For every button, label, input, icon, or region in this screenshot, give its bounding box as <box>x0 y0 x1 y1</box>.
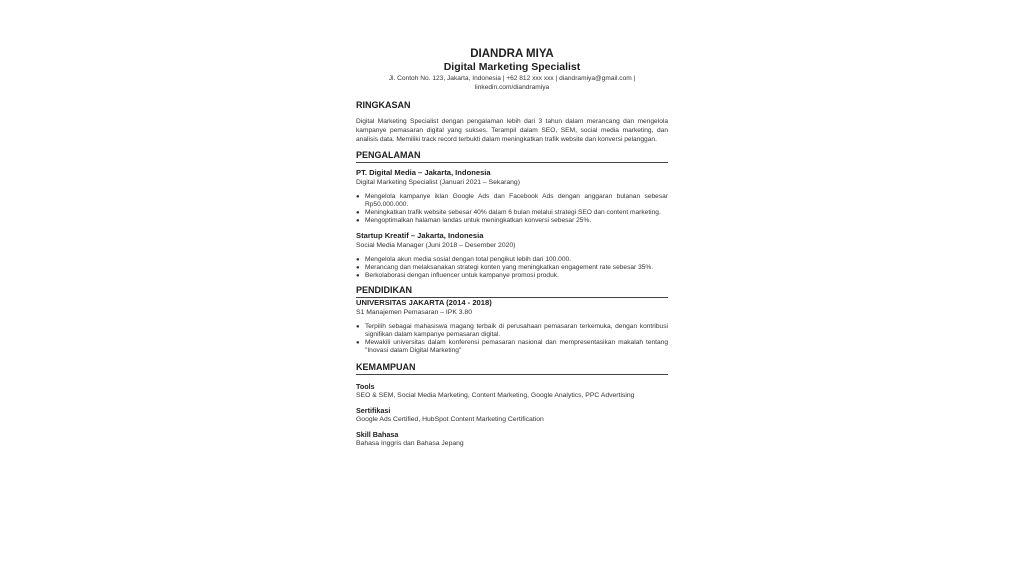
section-title-skills: KEMAMPUAN <box>356 362 668 375</box>
list-item: ● Meningkatkan trafik website sebesar 40% dalam 6 bulan melalui strategi SEO dan content marketing. <box>365 209 668 217</box>
list-item: ● Mengelola kampanye iklan Google Ads dan Facebook Ads dengan anggaran bulanan sebesar Rp50.000.000. <box>365 193 668 209</box>
resume-role: Digital Marketing Specialist <box>443 61 581 73</box>
job-position: Social Media Manager (Juni 2018 – Desember 2020) <box>356 242 516 249</box>
list-item: ● Merancang dan melaksanakan strategi konten yang meningkatkan engagement rate sebesar 35%. <box>365 264 668 272</box>
section-title-experience: PENGALAMAN <box>356 150 668 163</box>
list-item: ● Mewakili universitas dalam konferensi pemasaran nasional dan mempresentasikan makalah tentang "Inovasi dalam Digital Marketing" <box>365 339 668 355</box>
list-item: ● Berkolaborasi dengan influencer untuk kampanye promosi produk. <box>365 272 668 280</box>
job-company: PT. Digital Media – Jakarta, Indonesia <box>356 168 491 177</box>
skill-value: SEO & SEM, Social Media Marketing, Content Marketing, Google Analytics, PPC Advertising <box>356 392 635 399</box>
section-title-summary: RINGKASAN <box>356 100 411 110</box>
job-company: Startup Kreatif – Jakarta, Indonesia <box>356 231 484 240</box>
section-title-education: PENDIDIKAN <box>356 285 668 298</box>
list-item: ● Mengelola akun media sosial dengan total pengikut lebih dari 100.000. <box>365 256 668 264</box>
job-bullets <box>356 193 668 225</box>
skill-group <box>356 382 668 400</box>
education-bullets <box>356 323 668 355</box>
contact-line: Jl. Contoh No. 123, Jakarta, Indonesia | +62 812 xxx xxx | diandramiya@gmail.com | <box>388 75 636 82</box>
list-item: ● Terpilih sebagai mahasiswa magang terbaik di perusahaan pemasaran terkemuka, dengan kontribusi signifikan dalam kampanye pemasaran digital. <box>365 323 668 339</box>
skill-label: Tools <box>356 382 375 391</box>
job-position: Digital Marketing Specialist (Januari 2021 – Sekarang) <box>356 179 520 186</box>
summary-text: Digital Marketing Specialist dengan pengalaman lebih dari 3 tahun dalam merancang dan mengelola kampanye pemasaran digital yang sukses. Terampil dalam SEO, SEM, social media marketing, dan analisis data. Memiliki track record terbukti dalam meningkatkan trafik website dan konversi pelanggan. <box>356 118 668 143</box>
contact-info <box>356 74 668 92</box>
job-entry <box>356 231 668 280</box>
school-name: UNIVERSITAS JAKARTA (2014 - 2018) <box>356 298 492 307</box>
skill-group <box>356 430 668 448</box>
resume-name: DIANDRA MIYA <box>470 48 554 60</box>
skill-label: Sertifikasi <box>356 406 391 415</box>
resume-page <box>356 48 668 448</box>
skill-value: Bahasa Inggris dan Bahasa Jepang <box>356 440 464 447</box>
job-bullets <box>356 256 668 280</box>
list-item: ● Mengoptimalkan halaman landas untuk meningkatkan konversi sebesar 25%. <box>365 217 668 225</box>
contact-line: linkedin.com/diandramiya <box>474 84 550 91</box>
skill-value: Google Ads Certified, HubSpot Content Marketing Certification <box>356 416 544 423</box>
skill-label: Skill Bahasa <box>356 430 399 439</box>
job-entry <box>356 168 668 225</box>
skill-group <box>356 406 668 424</box>
degree: S1 Manajemen Pemasaran – IPK 3.80 <box>356 309 472 316</box>
